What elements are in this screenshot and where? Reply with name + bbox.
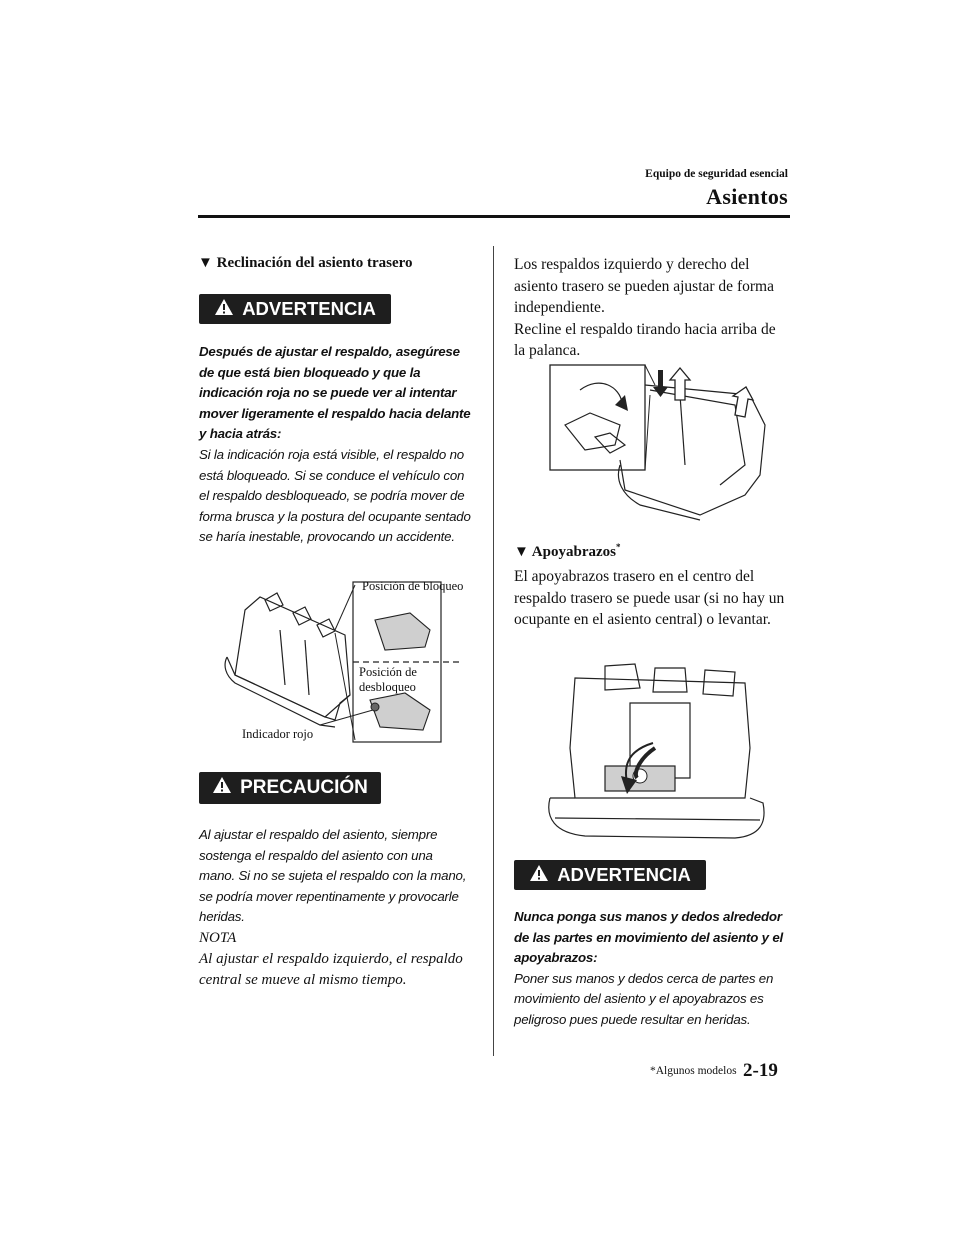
note-block — [199, 928, 469, 991]
warning-text: Poner sus manos y dedos cerca de partes en movimiento del asiento y el apoyabrazos es peligroso pues puede resultar en heridas. — [514, 970, 774, 1027]
page-title: Asientos — [706, 184, 788, 209]
caution-badge-label: PRECAUCIÓN — [240, 777, 368, 798]
seat-lock-figure — [225, 575, 455, 750]
warning-icon — [214, 298, 234, 321]
section-heading-text: Reclinación del asiento trasero — [216, 255, 413, 271]
warning-badge-label: ADVERTENCIA — [557, 864, 691, 885]
label-lock-position: Posición de bloqueo — [362, 579, 464, 593]
armrest-figure — [545, 658, 770, 843]
recline-intro — [514, 254, 790, 362]
armrest-heading-text: Apoyabrazos — [531, 544, 616, 560]
caution-text: Al ajustar el respaldo del asiento, siempre sostenga el respaldo del asiento con una mano. Si no se sujeta el respaldo con la mano, se podría mover repentinamente y provocarle heridas. — [199, 827, 467, 925]
footer-note: *Algunos modelos — [650, 1065, 737, 1077]
warning-body-2 — [514, 907, 792, 1031]
warning-bold-text: Nunca ponga sus manos y dedos alrededor de las partes en movimiento del asiento y el apoyabrazos: — [514, 909, 784, 966]
section-heading-armrest — [514, 542, 620, 561]
recline-lever-figure — [550, 365, 775, 525]
intro-text-2: Recline el respaldo tirando hacia arriba de la palanca. — [514, 320, 776, 359]
column-divider — [493, 246, 494, 1056]
warning-badge-label: ADVERTENCIA — [242, 298, 376, 319]
warning-icon — [529, 864, 549, 887]
triangle-down-icon: ▼ — [514, 544, 529, 560]
caution-badge — [199, 772, 381, 804]
label-red-indicator: Indicador rojo — [242, 727, 314, 741]
warning-body — [199, 342, 471, 548]
note-text: Al ajustar el respaldo izquierdo, el respaldo central se mueve al mismo tiempo. — [199, 951, 463, 988]
label-unlock-position: Posición de desbloqueo — [359, 665, 417, 694]
header-divider — [198, 215, 790, 218]
note-title: NOTA — [199, 930, 237, 946]
section-heading-recline — [198, 255, 413, 272]
header-section: Equipo de seguridad esencial — [645, 168, 788, 180]
warning-bold-text: Después de ajustar el respaldo, asegúrese de que está bien bloqueado y que la indicación roja no se puede ver al intentar mover ligeramente el respaldo hacia delante y hacia atrás: — [199, 344, 471, 442]
caution-icon — [212, 776, 232, 800]
page-number: 2-19 — [743, 1060, 778, 1081]
warning-badge — [199, 294, 391, 324]
warning-text: Si la indicación roja está visible, el respaldo no está bloqueado. Si se conduce el vehículo con el respaldo desbloqueado, se podría mover de forma brusca y la postura del ocupante sentado se haría inestable, provocando un accidente. — [199, 446, 471, 545]
intro-text-1: Los respaldos izquierdo y derecho del asiento trasero se pueden ajustar de forma independiente. — [514, 256, 774, 316]
armrest-text: El apoyabrazos trasero en el centro del respaldo trasero se puede usar (si no hay un ocupante en el asiento central) o levantar. — [514, 568, 785, 628]
triangle-down-icon: ▼ — [198, 255, 213, 271]
armrest-asterisk: * — [615, 542, 621, 552]
warning-badge-2 — [514, 860, 706, 890]
